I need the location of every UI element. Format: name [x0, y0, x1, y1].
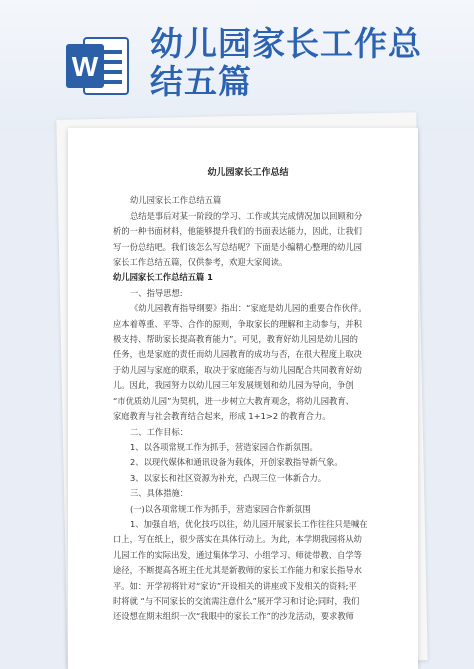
doc-line: 还设想在期末组织一次“我眼中的家长工作”的沙龙活动，要求教师: [113, 611, 354, 622]
doc-line: 《幼儿园教育指导纲要》指出：“家庭是幼儿园的重要合作伙伴。: [130, 303, 367, 314]
doc-line: 任务，也是家庭的责任而幼儿园教育的成功与否，在很大程度上取决: [113, 349, 362, 360]
banner-title-line-2: 结五篇: [150, 62, 252, 101]
doc-line: 三、具体措施：: [130, 488, 189, 499]
doc-line: 口上，写在纸上，很少落实在具体行动上。为此，本学期我园将从幼: [113, 534, 362, 545]
doc-line: “市优质幼儿园”为契机，进一步树立大教育观念，将幼儿园教育、: [113, 395, 354, 406]
doc-line: 1、以各项常规工作为抓手，营造家园合作新氛围。: [130, 441, 318, 452]
doc-line: 析的一种书面材料，他能够提升我们的书面表达能力，因此，让我们: [113, 226, 362, 237]
doc-line: (一)以各项常规工作为抓手，营造家园合作新氛围: [130, 503, 311, 514]
doc-line: 平。如：开学初将针对“家访”开设相关的讲座或下发相关的资料;平: [113, 580, 357, 591]
document-body: [113, 166, 383, 625]
doc-line: 家庭教育与社会教育结合起来，形成 1+1>2 的教育合力。: [113, 411, 331, 422]
doc-line: 3、以家长和社区资源为补充，凸现三位一体新合力。: [130, 472, 327, 483]
banner: [0, 0, 474, 130]
doc-line: 二、工作目标：: [130, 426, 189, 437]
doc-line: 2、以现代媒体和通讯设备为载体，开创家教指导新气象。: [130, 457, 343, 468]
doc-line: 儿。因此，我园努力以幼儿园三年发展规划和幼儿园为导向，争创: [113, 380, 354, 391]
doc-line: 一、指导思想:: [130, 287, 183, 298]
doc-line: 极支持、帮助家长提高教育能力”。可见，教育好幼儿园是幼儿园的: [113, 334, 358, 345]
doc-section-heading: 幼儿园家长工作总结五篇 1: [113, 272, 213, 283]
banner-title-line-1: 幼儿园家长工作总: [150, 24, 422, 63]
doc-line: 时将就 “与不同家长的交流需注意什么”展开学习和讨论;同时，我们: [113, 595, 360, 606]
doc-line: 应本着尊重、平等、合作的原则，争取家长的理解和主动参与，并积: [113, 318, 362, 329]
doc-line: 家长工作总结五篇，仅供参考，欢迎大家阅读。: [113, 257, 288, 268]
doc-line: 途径，不断提高各班主任尤其是新教师的家长工作能力和家长指导水: [113, 565, 362, 576]
doc-line: 儿园工作的实际出发，通过集体学习、小组学习、师徒带教、自学等: [113, 549, 362, 560]
doc-line: 写一份总结吧。我们该怎么写总结呢？下面是小编精心整理的幼儿园: [113, 241, 362, 252]
doc-line: 幼儿园家长工作总结五篇: [130, 195, 222, 206]
word-document-icon: [62, 30, 134, 102]
doc-line: 于幼儿园与家庭的联系，取决于家庭能否与幼儿园配合共同教育好幼: [113, 364, 362, 375]
word-icon-letter: W: [71, 51, 99, 82]
document-title: 幼儿园家长工作总结: [207, 168, 289, 178]
document-page: [68, 128, 418, 669]
doc-line: 总结是事后对某一阶段的学习、工作或其完成情况加以回顾和分: [130, 210, 363, 221]
doc-line: 1、加强自培，优化技巧以往，幼儿园开展家长工作往往只是喊在: [130, 518, 368, 529]
